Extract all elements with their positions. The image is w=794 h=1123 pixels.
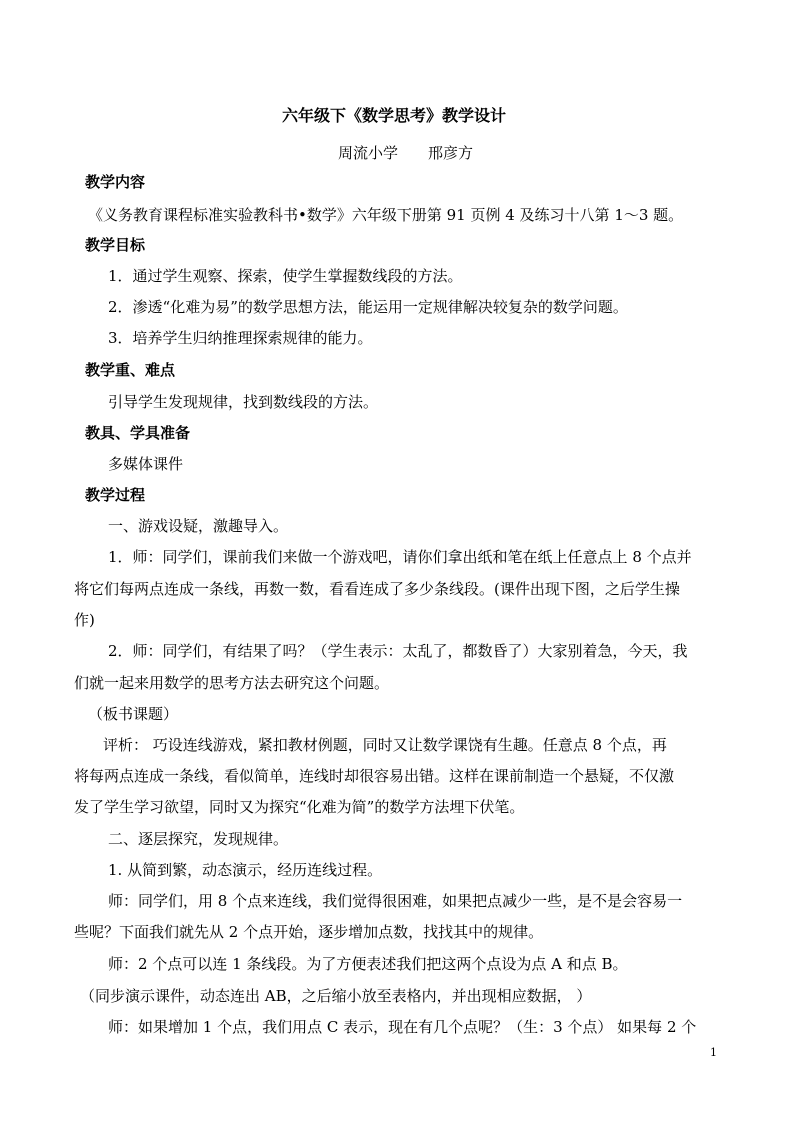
paragraph-line: 1．通过学生观察、探索，使学生掌握数线段的方法。 xyxy=(108,267,463,285)
paragraph-line: 《义务教育课程标准实验教科书•数学》六年级下册第 91 页例 4 及练习十八第 1～3 题。 xyxy=(88,206,684,224)
paragraph-line: （同步演示课件，动态连出 AB，之后缩小放至表格内，并出现相应数据， ） xyxy=(80,987,592,1005)
paragraph-line: 发了学生学习欲望，同时又为探究“化难为简”的数学方法埋下伏笔。 xyxy=(74,798,525,816)
section-heading: 教学过程 xyxy=(85,486,146,504)
section-heading: 教学内容 xyxy=(85,173,146,191)
section-heading: 教学目标 xyxy=(85,236,146,254)
paragraph-line: 作) xyxy=(74,611,95,629)
paragraph-line: （板书课题） xyxy=(88,705,179,723)
paragraph-line: 3．培养学生归纳推理探索规律的能力。 xyxy=(108,329,373,347)
paragraph-line: 将它们每两点连成一条线，再数一数，看看连成了多少条线段。(课件出现下图，之后学生操 xyxy=(74,580,680,598)
section-heading: 教学重、难点 xyxy=(85,361,176,379)
paragraph-line: 们就一起来用数学的思考方法去研究这个问题。 xyxy=(74,674,390,692)
document-title: 六年级下《数学思考》教学设计 xyxy=(282,106,507,125)
section-heading: 教具、学具准备 xyxy=(85,424,191,442)
paragraph-line: 将每两点连成一条线，看似简单，连线时却很容易出错。这样在课前制造一个悬疑，不仅激 xyxy=(74,767,675,785)
paragraph-line: 2．师：同学们，有结果了吗？（学生表示：太乱了，都数昏了）大家别着急，今天，我 xyxy=(108,642,688,660)
paragraph-line: 多媒体课件 xyxy=(108,455,184,473)
paragraph-line: 二、逐层探究，发现规律。 xyxy=(108,830,289,848)
paragraph-line: 师：如果增加 1 个点，我们用点 C 表示，现在有几个点呢？（生：3 个点） 如果每 2 个 xyxy=(108,1018,697,1036)
paragraph-line: 1．师：同学们，课前我们来做一个游戏吧，请你们拿出纸和笔在纸上任意点上 8 个点并 xyxy=(108,548,692,566)
paragraph-line: 师：同学们，用 8 个点来连线，我们觉得很困难，如果把点减少一些，是不是会容易一 xyxy=(108,892,683,910)
author-line: 周流小学 邢彦方 xyxy=(338,144,474,162)
paragraph-line: 引导学生发现规律，找到数线段的方法。 xyxy=(108,393,379,411)
page-number: 1 xyxy=(710,1046,717,1059)
paragraph-line: 师：2 个点可以连 1 条线段。为了方便表述我们把这两个点设为点 A 和点 B。 xyxy=(108,955,628,973)
paragraph-line: 1. 从简到繁，动态演示，经历连线过程。 xyxy=(108,861,383,879)
paragraph-line: 一、游戏设疑，激趣导入。 xyxy=(108,517,289,535)
paragraph-line: 评析： 巧设连线游戏，紧扣教材例题，同时又让数学课饶有生趣。任意点 8 个点，再 xyxy=(103,736,667,754)
paragraph-line: 些呢？下面我们就先从 2 个点开始，逐步增加点数，找找其中的规律。 xyxy=(74,923,544,941)
paragraph-line: 2．渗透“化难为易”的数学思想方法，能运用一定规律解决较复杂的数学问题。 xyxy=(108,298,628,316)
